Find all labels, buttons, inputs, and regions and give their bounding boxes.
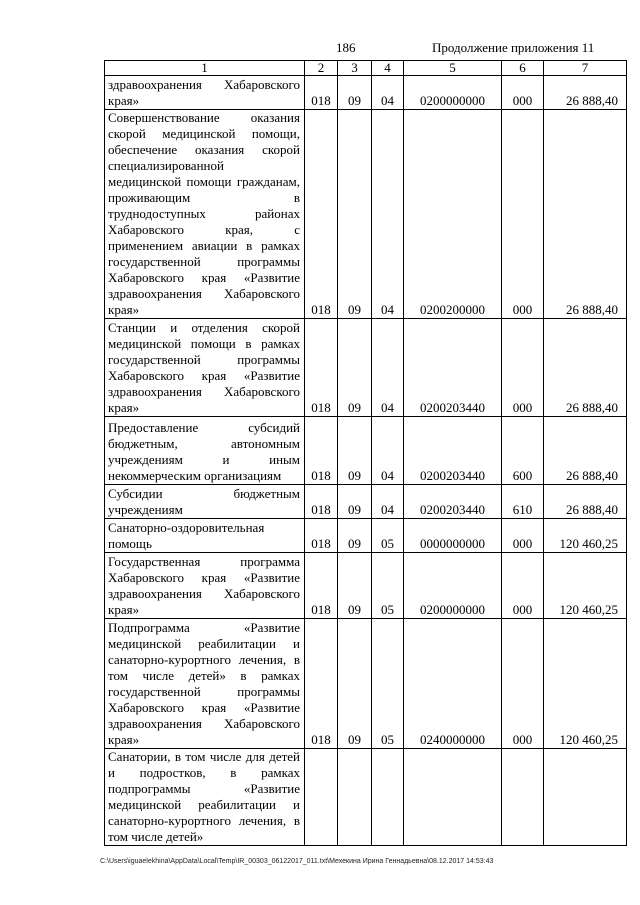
table-row: [105, 485, 627, 519]
cell-amount: 120 460,25: [544, 553, 627, 619]
cell-ministry: 018: [305, 417, 338, 485]
cell-section: 09: [338, 619, 372, 749]
cell-target-article: 0000000000: [404, 519, 502, 553]
cell-subsection: 05: [372, 553, 404, 619]
row-name: Санаторно-оздоровительная помощь: [105, 519, 305, 553]
cell-section: 09: [338, 319, 372, 417]
cell-ministry: 018: [305, 519, 338, 553]
row-name: здравоохранения Хабаровского края»: [105, 76, 305, 110]
cell-amount: [544, 749, 627, 846]
column-header: 3: [338, 61, 372, 76]
cell-target-article: 0200200000: [404, 110, 502, 319]
table-row: [105, 417, 627, 485]
cell-subsection: 05: [372, 519, 404, 553]
table-row: [105, 553, 627, 619]
cell-amount: 26 888,40: [544, 76, 627, 110]
cell-target-article: [404, 749, 502, 846]
cell-target-article: 0200203440: [404, 485, 502, 519]
continuation-label: Продолжение приложения 11: [432, 40, 595, 55]
cell-section: 09: [338, 417, 372, 485]
cell-amount: 120 460,25: [544, 519, 627, 553]
cell-subsection: 04: [372, 485, 404, 519]
cell-amount: 26 888,40: [544, 319, 627, 417]
cell-expense-type: 000: [502, 553, 544, 619]
footer-file-path: C:\Users\iguaelekhina\AppData\Local\Temp\IR_00303_06122017_011.txt\Мехекина Ирина Геннадьевна\08.12.2017 14:53:43: [100, 858, 494, 865]
cell-expense-type: 000: [502, 319, 544, 417]
cell-ministry: 018: [305, 485, 338, 519]
cell-subsection: 04: [372, 76, 404, 110]
budget-table: [104, 60, 627, 846]
column-header: 1: [105, 61, 305, 76]
cell-target-article: 0200000000: [404, 76, 502, 110]
cell-ministry: 018: [305, 619, 338, 749]
column-header: 7: [544, 61, 627, 76]
table-row: [105, 110, 627, 319]
column-header: 5: [404, 61, 502, 76]
cell-expense-type: 000: [502, 519, 544, 553]
cell-subsection: 05: [372, 619, 404, 749]
cell-subsection: [372, 749, 404, 846]
cell-ministry: 018: [305, 319, 338, 417]
page-number: 186: [336, 40, 356, 55]
cell-target-article: 0200203440: [404, 319, 502, 417]
cell-expense-type: [502, 749, 544, 846]
row-name: Станции и отделения скорой медицинской помощи в рамках государственной программы Хабаровского края «Развитие здравоохранения Хабаровского края»: [105, 319, 305, 417]
column-header: 2: [305, 61, 338, 76]
cell-target-article: 0240000000: [404, 619, 502, 749]
table-row: [105, 749, 627, 846]
cell-expense-type: 000: [502, 76, 544, 110]
cell-expense-type: 000: [502, 619, 544, 749]
cell-ministry: 018: [305, 110, 338, 319]
cell-ministry: 018: [305, 76, 338, 110]
cell-expense-type: 600: [502, 417, 544, 485]
cell-expense-type: 610: [502, 485, 544, 519]
cell-expense-type: 000: [502, 110, 544, 319]
cell-section: [338, 749, 372, 846]
row-name: Предоставление субсидий бюджетным, автономным учреждениям и иным некоммерческим организациям: [105, 417, 305, 485]
cell-amount: 26 888,40: [544, 417, 627, 485]
cell-target-article: 0200000000: [404, 553, 502, 619]
row-name: Подпрограмма «Развитие медицинской реабилитации и санаторно-курортного лечения, в том числе детей» в рамках государственной программы Хабаровского края «Развитие здравоохранения Хабаровского края»: [105, 619, 305, 749]
cell-section: 09: [338, 485, 372, 519]
cell-amount: 26 888,40: [544, 110, 627, 319]
row-name: Субсидии бюджетным учреждениям: [105, 485, 305, 519]
cell-amount: 120 460,25: [544, 619, 627, 749]
cell-subsection: 04: [372, 319, 404, 417]
cell-ministry: [305, 749, 338, 846]
cell-target-article: 0200203440: [404, 417, 502, 485]
table-row: [105, 519, 627, 553]
cell-subsection: 04: [372, 417, 404, 485]
cell-section: 09: [338, 553, 372, 619]
row-name: Санатории, в том числе для детей и подростков, в рамках подпрограммы «Развитие медицинской реабилитации и санаторно-курортного лечения, в том числе детей»: [105, 749, 305, 846]
cell-amount: 26 888,40: [544, 485, 627, 519]
cell-section: 09: [338, 519, 372, 553]
row-name: Совершенствование оказания скорой медицинской помощи, обеспечение оказания скорой специализированной медицинской помощи гражданам, проживающим в труднодоступных районах Хабаровского края, с применением авиации в рамках государственной программы Хабаровского края «Развитие здравоохранения Хабаровского края»: [105, 110, 305, 319]
cell-section: 09: [338, 110, 372, 319]
table-row: [105, 76, 627, 110]
cell-subsection: 04: [372, 110, 404, 319]
cell-ministry: 018: [305, 553, 338, 619]
row-name: Государственная программа Хабаровского края «Развитие здравоохранения Хабаровского края»: [105, 553, 305, 619]
cell-section: 09: [338, 76, 372, 110]
table-row: [105, 619, 627, 749]
table-row: [105, 319, 627, 417]
table-header-row: [105, 61, 627, 76]
column-header: 4: [372, 61, 404, 76]
column-header: 6: [502, 61, 544, 76]
